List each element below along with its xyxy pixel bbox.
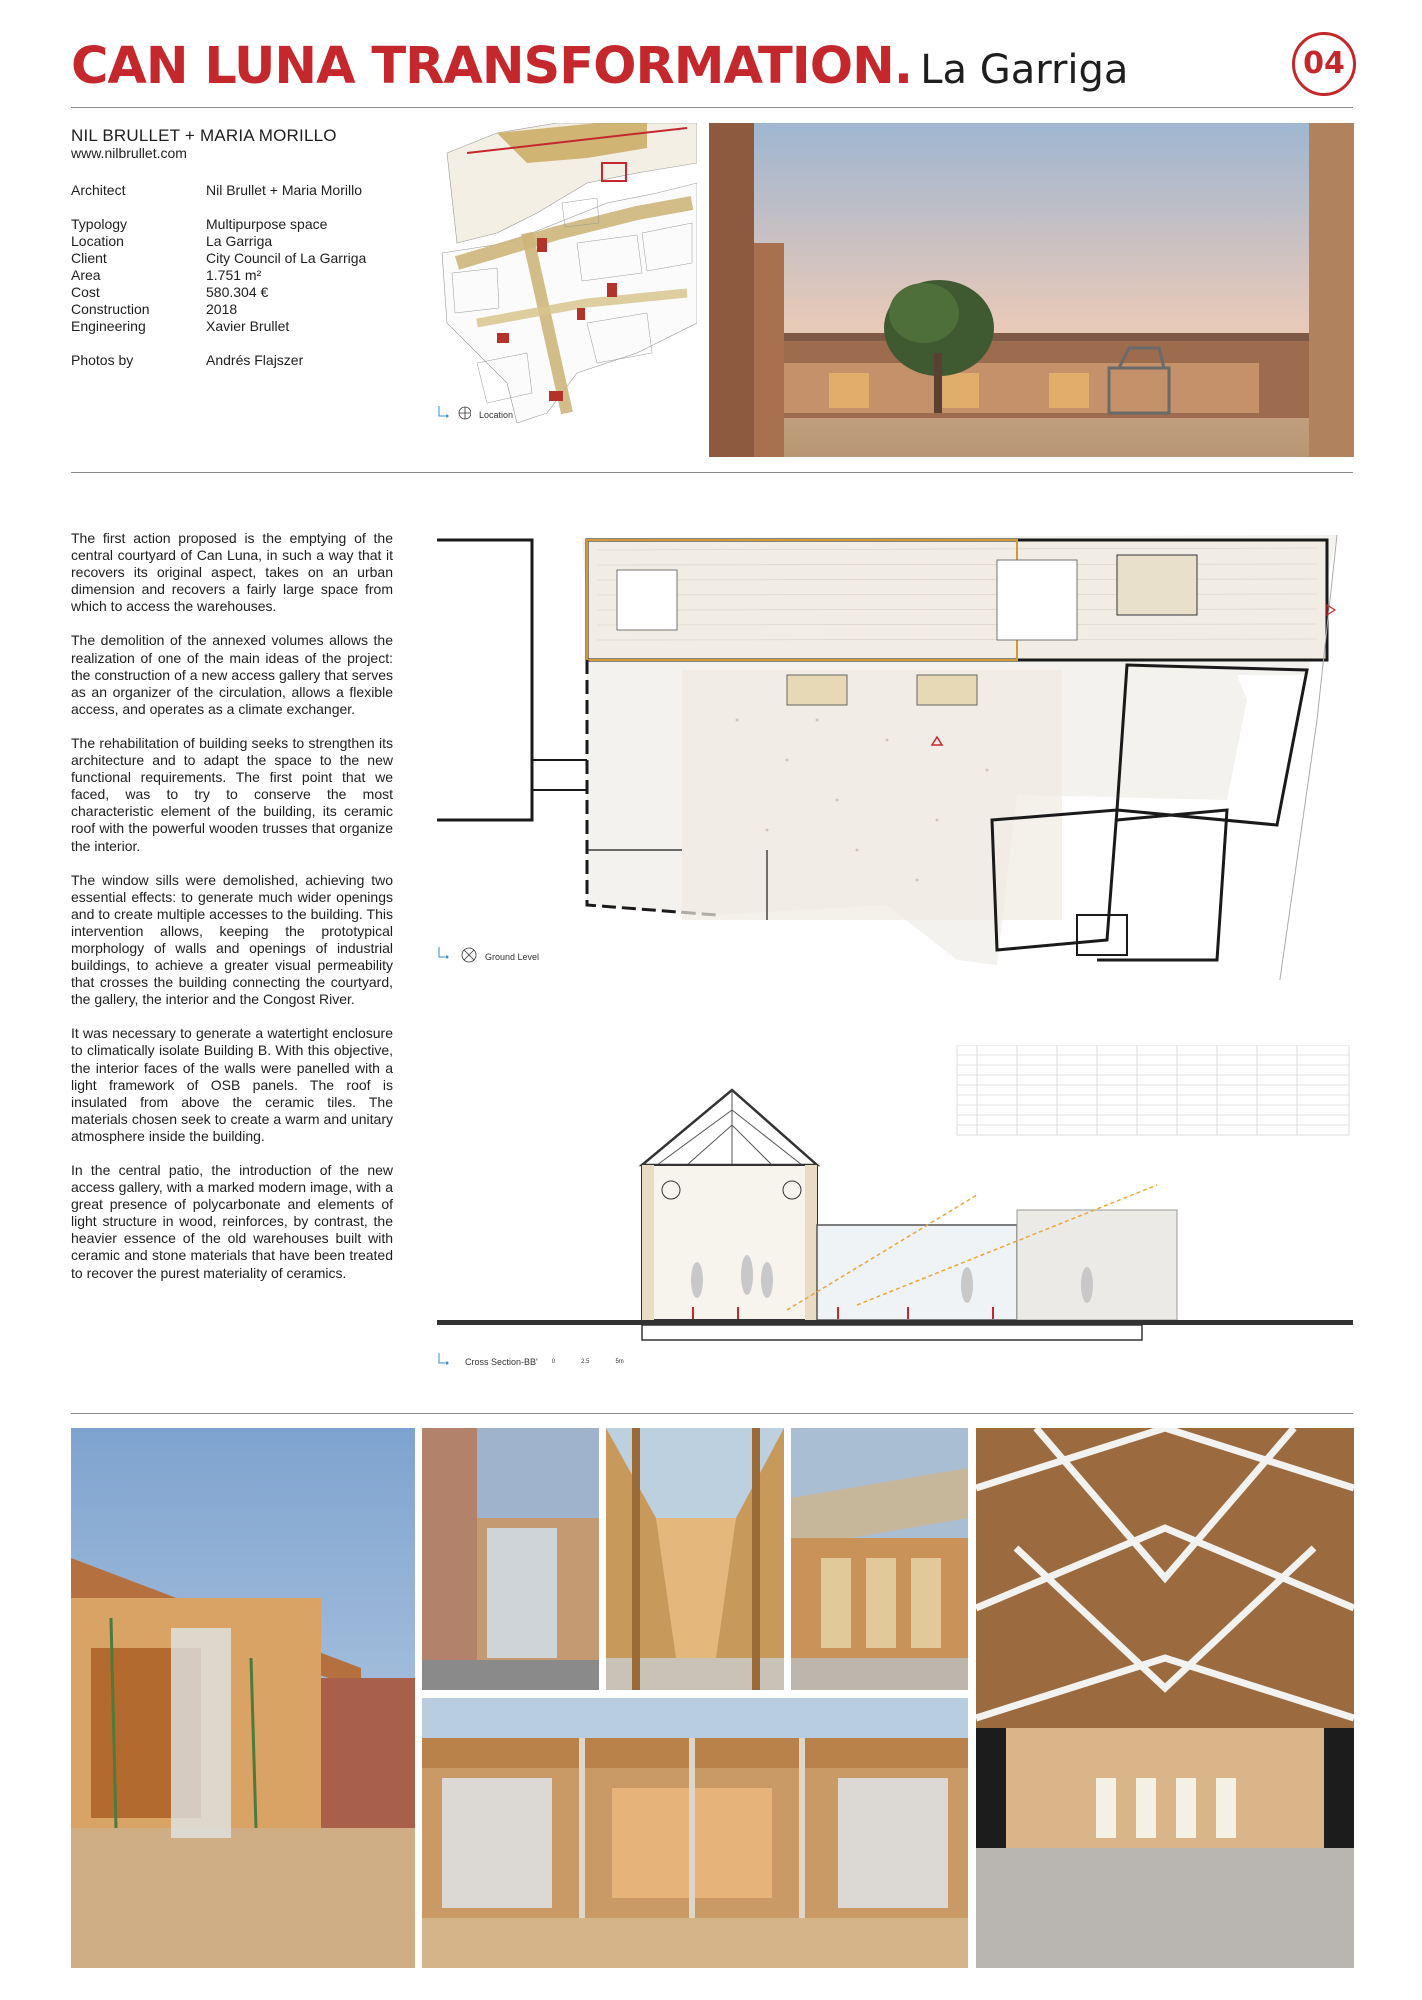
info-row-photos: [71, 352, 411, 369]
info-row-construction: [71, 301, 411, 318]
info-value: Nil Brullet + Maria Morillo: [206, 182, 362, 198]
info-value: Andrés Flajszer: [206, 352, 304, 368]
info-label: Area: [71, 267, 101, 283]
info-value: Xavier Brullet: [206, 318, 290, 334]
ground-level-plan: [437, 520, 1353, 980]
location-caption: Location: [479, 410, 514, 420]
title-main: CAN LUNA TRANSFORMATION.: [71, 37, 913, 96]
info-label: Engineering: [71, 318, 146, 334]
title-sub: La Garriga: [920, 47, 1129, 93]
description-paragraph: The demolition of the annexed volumes allows the realization of one of the main ideas of the project: the construction of a new access gallery that serves as an organizer of the circulation, allows a flexible access, and operates as a climate exchanger.: [71, 632, 393, 717]
info-label: Client: [71, 250, 107, 266]
info-value: Multipurpose space: [206, 216, 328, 232]
info-label: Architect: [71, 182, 126, 198]
scale-label: 2.5: [581, 1359, 590, 1365]
info-label: Photos by: [71, 352, 134, 368]
description-paragraph: It was necessary to generate a watertight enclosure to climatically isolate Building B. With this objective, the interior faces of the walls were panelled with a light framework of OSB panels. The roof is insulated from above the ceramic tiles. The materials chosen seek to create a warm and unitary atmosphere inside the building.: [71, 1025, 393, 1144]
project-info: [71, 126, 411, 369]
project-description: [71, 530, 393, 1299]
info-value: La Garriga: [206, 233, 273, 249]
scale-label: 0: [551, 1359, 556, 1365]
info-row-architect: [71, 182, 411, 199]
info-value: City Council of La Garriga: [206, 250, 367, 266]
gallery-corridor-photo: [606, 1428, 784, 1690]
description-paragraph: The window sills were demolished, achieving two essential effects: to generate much wider openings and to create multiple accesses to the building. This intervention allows, keeping the prototypical morphology of walls and openings of industrial buildings, to achieve a greater visual permeability that crosses the building connecting the courtyard, the gallery, the interior and the Congost River.: [71, 871, 393, 1008]
gallery-door-photo: [422, 1428, 599, 1690]
courtyard-photo: [709, 123, 1354, 457]
scale-bar: [552, 1359, 624, 1365]
info-row-area: [71, 267, 411, 284]
info-row-engineering: [71, 318, 411, 335]
page-title: [71, 32, 1128, 102]
description-paragraph: In the central patio, the introduction of the new access gallery, with a marked modern image, with a great presence of polycarbonate and elements of light structure in wood, reinforces, by contrast, the heavier essence of the old warehouses built with ceramic and stone materials that have been treated to recover the purest materiality of ceramics.: [71, 1162, 393, 1281]
info-label: Location: [71, 233, 124, 249]
info-value: 1.751 m²: [206, 267, 262, 283]
page-number-badge: 04: [1292, 32, 1356, 96]
section-rule-2: [71, 1413, 1353, 1414]
website-link[interactable]: www.nilbrullet.com: [71, 145, 187, 161]
header-rule: [71, 107, 1353, 108]
section-caption: Cross Section-BB': [465, 1357, 538, 1367]
gallery-exterior-photo: [71, 1428, 415, 1968]
authors: NIL BRULLET + MARIA MORILLO: [71, 126, 337, 145]
section-marker-icon: [437, 1353, 451, 1372]
cross-section: [437, 1045, 1353, 1370]
info-label: Construction: [71, 301, 150, 317]
location-map: [437, 123, 697, 423]
north-arrow-icon: [437, 947, 477, 968]
description-paragraph: The first action proposed is the emptying of the central courtyard of Can Luna, in such a way that it recovers its original aspect, takes on an urban dimension and recovers a fairly large space from which to access the warehouses.: [71, 530, 393, 615]
plan-caption: Ground Level: [485, 952, 540, 962]
info-row-client: [71, 250, 411, 267]
info-row-location: [71, 233, 411, 250]
info-label: Cost: [71, 284, 100, 300]
info-row-typology: [71, 216, 411, 233]
info-label: Typology: [71, 216, 128, 232]
info-value: 580.304 €: [206, 284, 269, 300]
north-arrow-icon: [437, 406, 471, 425]
description-paragraph: The rehabilitation of building seeks to strengthen its architecture and to adapt the space to the new functional requirements. The first point that we faced, was to try to conserve the most characteristic element of the building, its ceramic roof with the powerful wooden trusses that organize the interior.: [71, 734, 393, 854]
section-rule-1: [71, 472, 1353, 473]
gallery-polycarbonate-photo: [422, 1698, 968, 1968]
scale-label: 5m: [615, 1359, 624, 1365]
gallery-facade-photo: [791, 1428, 968, 1690]
info-row-cost: [71, 284, 411, 301]
interior-trusses-photo: [976, 1428, 1354, 1968]
info-value: 2018: [206, 301, 238, 317]
